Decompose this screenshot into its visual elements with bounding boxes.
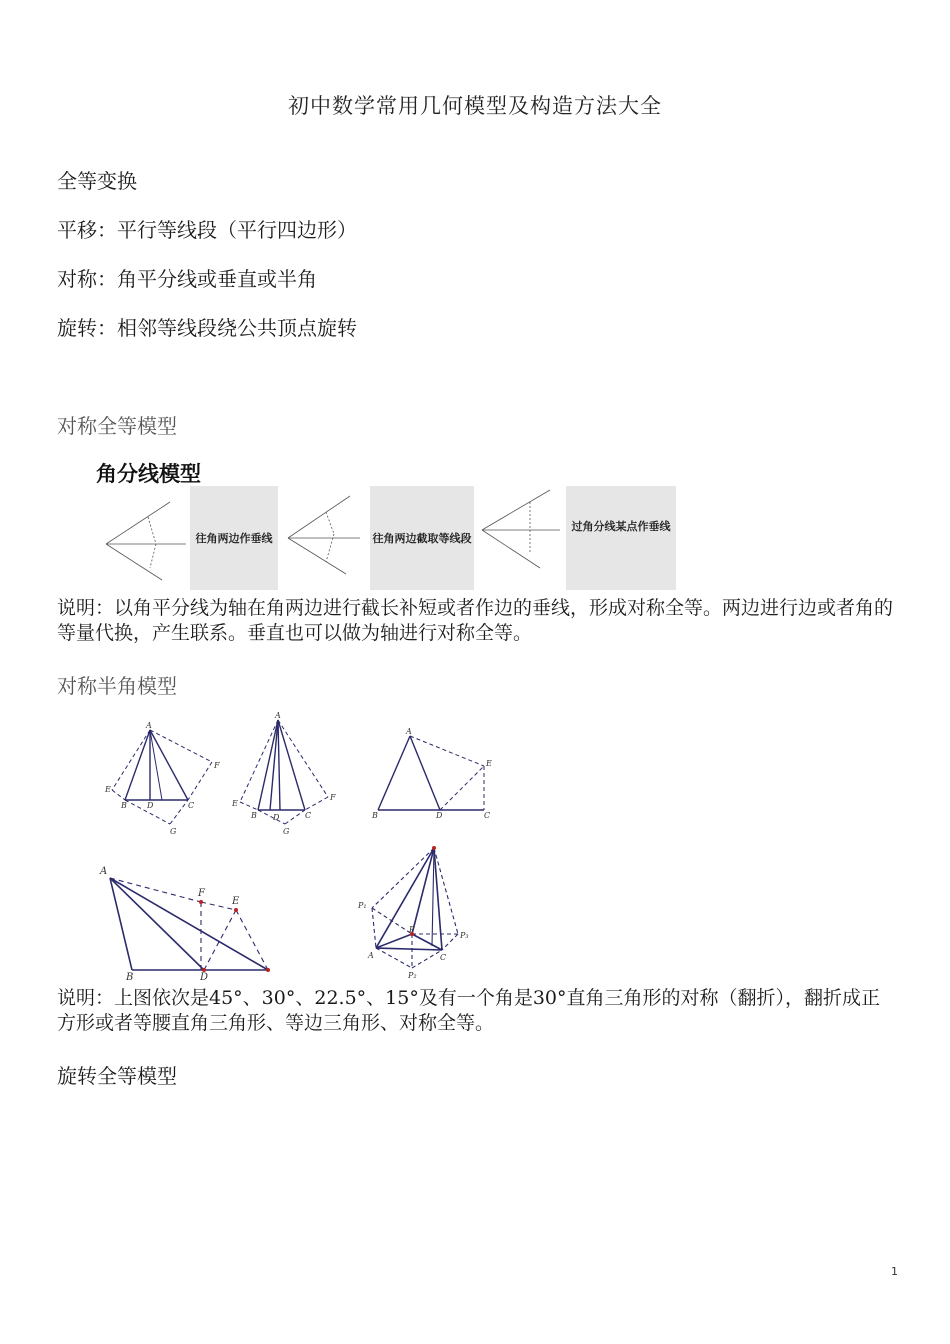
fig1-label-d: D — [147, 801, 154, 810]
caption-equal-segments: 往角两边截取等线段 — [370, 486, 474, 590]
fig3-label-e: E — [486, 759, 492, 768]
fig5-label-p3: P₃ — [460, 931, 469, 940]
half-angle-fig-4 — [110, 878, 268, 970]
fig3-label-d: D — [436, 811, 443, 820]
section-symmetric-heading: 对称全等模型 — [57, 414, 177, 438]
fig5-label-c: C — [440, 953, 447, 962]
angle-bisector-figure-1 — [98, 492, 190, 586]
fig5-label-p: P — [409, 925, 415, 934]
page-number: 1 — [891, 1265, 898, 1278]
fig5-label-a: A — [368, 951, 374, 960]
half-angle-fig-3 — [378, 736, 484, 810]
fig3-label-a: A — [406, 727, 412, 736]
fig2-label-g: G — [283, 827, 290, 836]
fig2-label-d: D — [273, 813, 280, 822]
half-angle-figures-row-2 — [96, 838, 506, 982]
fig4-label-e: E — [232, 896, 240, 907]
half-angle-figures-row-1 — [100, 712, 500, 842]
caption-perpendicular: 往角两边作垂线 — [190, 486, 278, 590]
fig4-label-b: B — [126, 972, 134, 982]
fig2-label-b: B — [251, 811, 257, 820]
section-half-angle-heading: 对称半角模型 — [57, 674, 177, 698]
page-title: 初中数学常用几何模型及构造方法大全 — [288, 94, 662, 118]
fig1-label-a: A — [146, 721, 152, 730]
angle-bisector-figure-2 — [280, 486, 370, 580]
fig2-label-a: A — [275, 712, 281, 720]
fig1-label-c: C — [188, 801, 195, 810]
angle-bisector-figure-strip — [98, 486, 676, 590]
half-angle-fig-5 — [372, 848, 458, 968]
half-angle-fig-1 — [112, 730, 212, 824]
fig5-label-p2: P₂ — [408, 971, 417, 980]
angle-bisector-subheading: 角分线模型 — [96, 462, 201, 486]
fig2-label-c: C — [305, 811, 312, 820]
fig4-label-f: F — [198, 888, 205, 899]
fig3-label-b: B — [372, 811, 378, 820]
fig4-label-d: D — [200, 972, 209, 982]
fig1-label-b: B — [121, 801, 127, 810]
section-rotation-heading: 旋转全等模型 — [57, 1064, 177, 1088]
fig2-label-e: E — [232, 799, 238, 808]
fig1-label-g: G — [170, 827, 177, 836]
intro-symmetry: 对称：角平分线或垂直或半角 — [57, 267, 317, 291]
fig3-label-c: C — [484, 811, 491, 820]
fig5-label-p1: P₁ — [358, 901, 367, 910]
intro-translation: 平移：平行等线段（平行四边形） — [57, 218, 357, 242]
caption-perpendicular-through-point: 过角分线某点作垂线 — [566, 486, 676, 590]
fig4-label-a: A — [100, 866, 108, 877]
half-angle-fig-2 — [240, 720, 328, 824]
symmetric-note: 说明：以角平分线为轴在角两边进行截长补短或者作边的垂线，形成对称全等。两边进行边或者角的等量代换，产生联系。垂直也可以做为轴进行对称全等。 — [57, 597, 894, 644]
intro-heading: 全等变换 — [57, 169, 137, 193]
half-angle-note: 说明：上图依次是45°、30°、22.5°、15°及有一个角是30°直角三角形的对称（翻折），翻折成正方形或者等腰直角三角形、等边三角形、对称全等。 — [57, 987, 881, 1034]
fig1-label-e: E — [105, 785, 111, 794]
angle-bisector-figure-3 — [474, 486, 566, 580]
intro-rotation: 旋转：相邻等线段绕公共顶点旋转 — [57, 316, 357, 340]
fig1-label-f: F — [214, 761, 220, 770]
fig2-label-f: F — [330, 793, 336, 802]
